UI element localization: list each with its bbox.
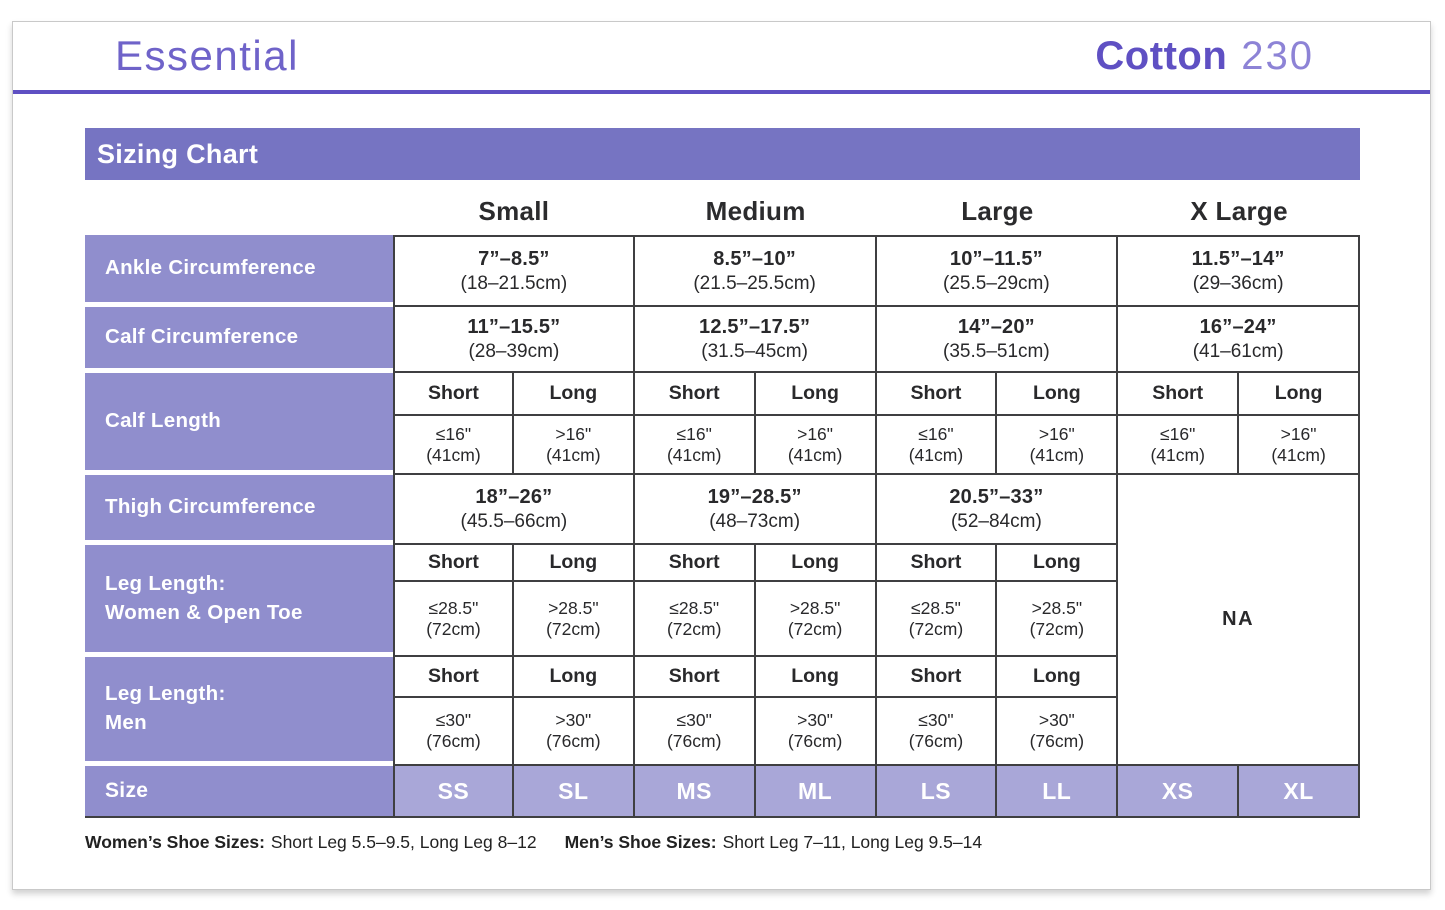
mens-shoe-sizes: Men’s Shoe Sizes: Short Leg 7–11, Long Leg 9.5–14 <box>564 832 983 852</box>
cell-leg-men-large-short: ≤30" (76cm) <box>877 698 998 766</box>
fit-header-long: Long <box>997 545 1118 582</box>
fit-header-short: Short <box>393 545 514 582</box>
cell-calf-length-large-long: >16" (41cm) <box>997 416 1118 475</box>
cell-xlarge-not-available: NA <box>1118 475 1360 766</box>
fit-header-short: Short <box>877 373 998 416</box>
cell-leg-men-medium-short: ≤30" (76cm) <box>635 698 756 766</box>
fit-header-long: Long <box>1239 373 1360 416</box>
fit-header-short: Short <box>635 545 756 582</box>
cell-calf-length-large-short: ≤16" (41cm) <box>877 416 998 475</box>
fit-header-long: Long <box>997 373 1118 416</box>
brand-name: Essential <box>115 32 299 79</box>
cell-leg-women-small-short: ≤28.5" (72cm) <box>393 582 514 657</box>
cell-ankle-small: 7”–8.5” (18–21.5cm) <box>393 235 635 307</box>
cell-calf-length-medium-short: ≤16" (41cm) <box>635 416 756 475</box>
fit-header-long: Long <box>514 545 635 582</box>
fit-header-short: Short <box>877 545 998 582</box>
row-label-leg-length-women: Leg Length: Women & Open Toe <box>85 545 393 657</box>
size-code-ml: ML <box>756 766 877 818</box>
size-column-header-xlarge: X Large <box>1190 195 1288 226</box>
fit-header-short: Short <box>877 657 998 698</box>
page-header <box>13 22 1430 90</box>
cell-thigh-large: 20.5”–33” (52–84cm) <box>877 475 1119 545</box>
cell-calf-medium: 12.5”–17.5” (31.5–45cm) <box>635 307 877 373</box>
sizing-chart-card <box>12 21 1431 890</box>
row-label-leg-length-men: Leg Length: Men <box>85 657 393 766</box>
product-title <box>1095 34 1314 79</box>
cell-thigh-medium: 19”–28.5” (48–73cm) <box>635 475 877 545</box>
cell-calf-small: 11”–15.5” (28–39cm) <box>393 307 635 373</box>
row-label-size: Size <box>85 766 393 818</box>
row-label-calf-circumference: Calf Circumference <box>85 307 393 373</box>
cell-ankle-xlarge: 11.5”–14” (29–36cm) <box>1118 235 1360 307</box>
banner-title: Sizing Chart <box>97 138 259 169</box>
size-code-xs: XS <box>1118 766 1239 818</box>
size-column-header-large: Large <box>961 195 1034 226</box>
cell-calf-length-small-short: ≤16" (41cm) <box>393 416 514 475</box>
fit-header-short: Short <box>1118 373 1239 416</box>
cell-leg-women-medium-short: ≤28.5" (72cm) <box>635 582 756 657</box>
sizing-chart-banner <box>85 128 1360 180</box>
fit-header-short: Short <box>393 373 514 416</box>
cell-leg-women-large-long: >28.5" (72cm) <box>997 582 1118 657</box>
cell-ankle-large: 10”–11.5” (25.5–29cm) <box>877 235 1119 307</box>
cell-calf-length-xlarge-long: >16" (41cm) <box>1239 416 1360 475</box>
cell-calf-xlarge: 16”–24” (41–61cm) <box>1118 307 1360 373</box>
cell-thigh-small: 18”–26” (45.5–66cm) <box>393 475 635 545</box>
cell-leg-men-medium-long: >30" (76cm) <box>756 698 877 766</box>
product-name: Cotton <box>1095 33 1228 78</box>
size-column-header-small: Small <box>478 195 550 226</box>
cell-leg-men-small-long: >30" (76cm) <box>514 698 635 766</box>
size-code-ss: SS <box>393 766 514 818</box>
cell-calf-length-small-long: >16" (41cm) <box>514 416 635 475</box>
size-code-ls: LS <box>877 766 998 818</box>
fit-header-short: Short <box>393 657 514 698</box>
fit-header-long: Long <box>756 373 877 416</box>
row-label-thigh-circumference: Thigh Circumference <box>85 475 393 545</box>
size-code-xl: XL <box>1239 766 1360 818</box>
cell-leg-women-small-long: >28.5" (72cm) <box>514 582 635 657</box>
row-label-calf-length: Calf Length <box>85 373 393 475</box>
cell-calf-length-medium-long: >16" (41cm) <box>756 416 877 475</box>
fit-header-long: Long <box>756 545 877 582</box>
size-code-ms: MS <box>635 766 756 818</box>
header-divider <box>13 90 1430 94</box>
cell-ankle-medium: 8.5”–10” (21.5–25.5cm) <box>635 235 877 307</box>
fit-header-long: Long <box>514 657 635 698</box>
cell-calf-large: 14”–20” (35.5–51cm) <box>877 307 1119 373</box>
cell-calf-length-xlarge-short: ≤16" (41cm) <box>1118 416 1239 475</box>
fit-header-long: Long <box>997 657 1118 698</box>
cell-leg-women-medium-long: >28.5" (72cm) <box>756 582 877 657</box>
fit-header-long: Long <box>514 373 635 416</box>
sizing-table <box>85 187 1360 818</box>
cell-leg-men-large-long: >30" (76cm) <box>997 698 1118 766</box>
fit-header-long: Long <box>756 657 877 698</box>
fit-header-short: Short <box>635 373 756 416</box>
size-column-header-medium: Medium <box>705 195 806 226</box>
shoe-sizes-footnote <box>85 832 1430 853</box>
row-label-ankle-circumference: Ankle Circumference <box>85 235 393 307</box>
cell-leg-men-small-short: ≤30" (76cm) <box>393 698 514 766</box>
cell-leg-women-large-short: ≤28.5" (72cm) <box>877 582 998 657</box>
fit-header-short: Short <box>635 657 756 698</box>
womens-shoe-sizes: Women’s Shoe Sizes: Short Leg 5.5–9.5, Long Leg 8–12 <box>85 832 537 852</box>
product-number: 230 <box>1241 33 1314 78</box>
size-code-ll: LL <box>997 766 1118 818</box>
size-code-sl: SL <box>514 766 635 818</box>
